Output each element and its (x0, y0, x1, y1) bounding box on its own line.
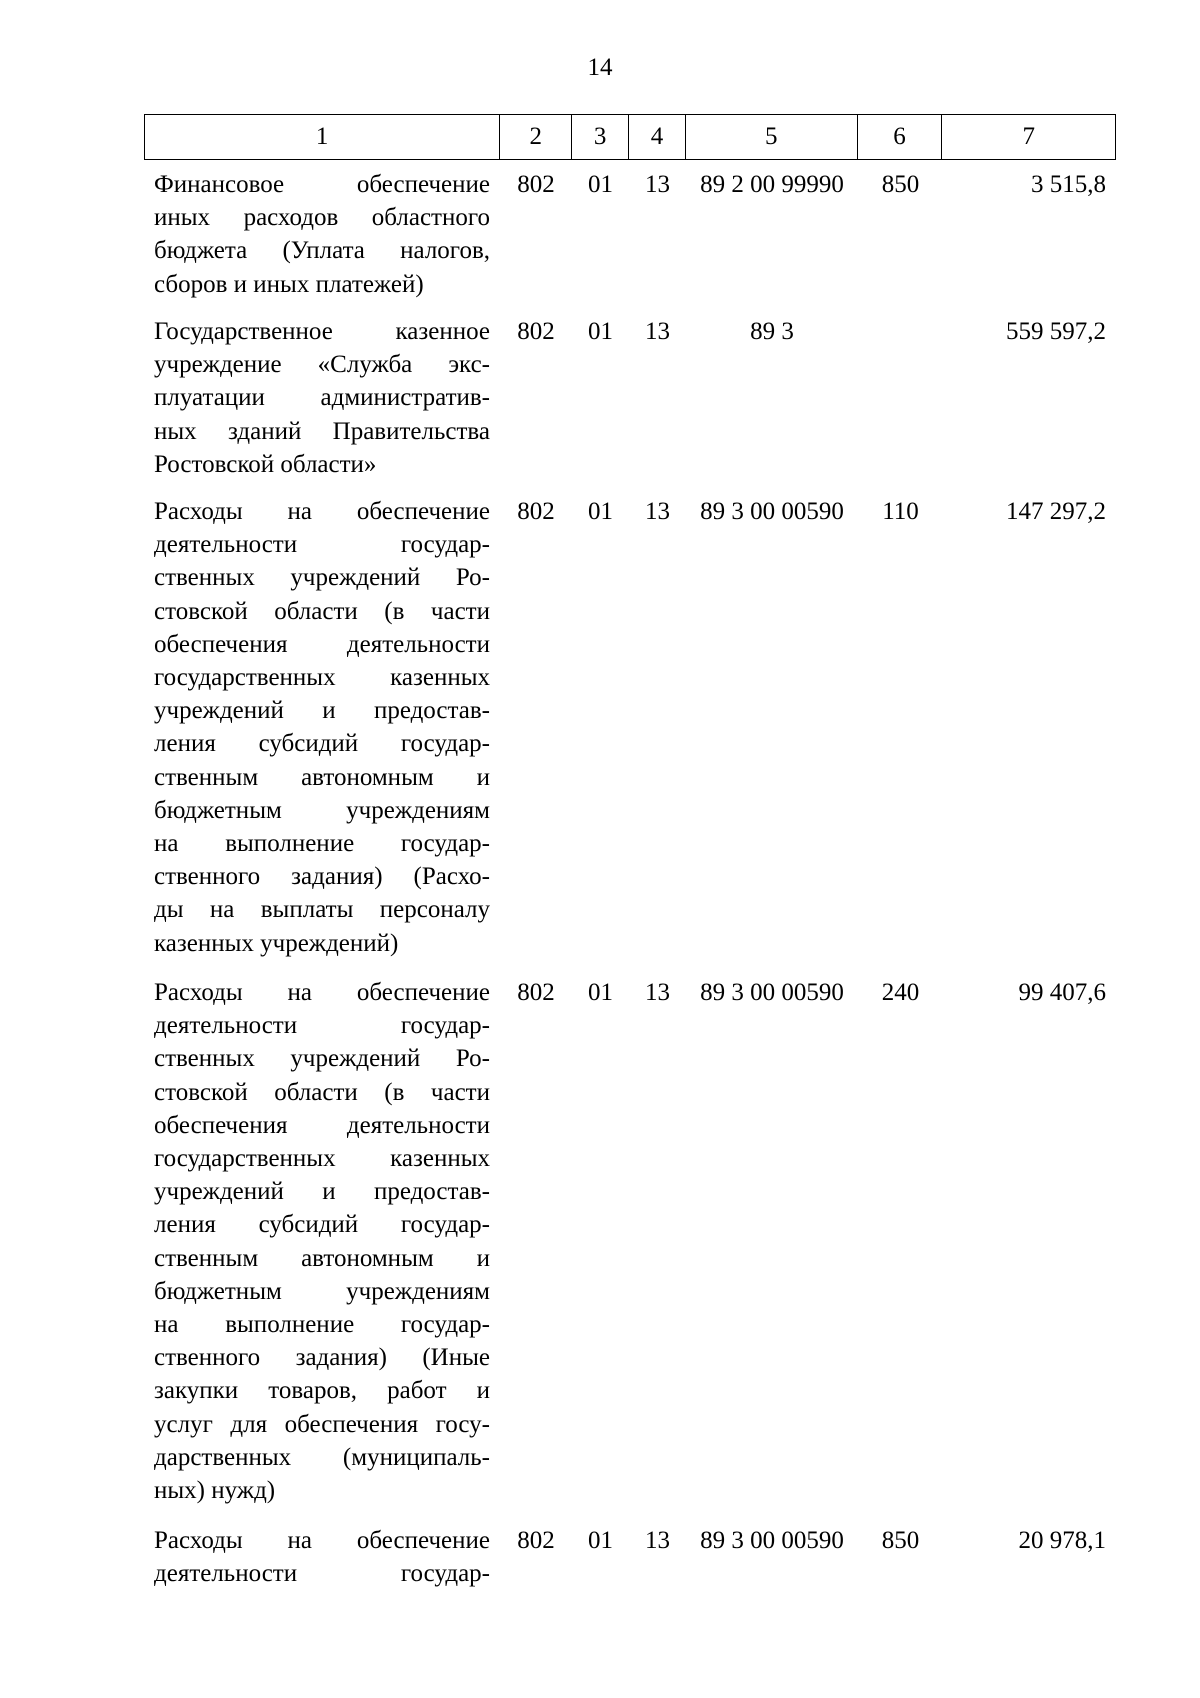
description-line: ления субсидий государ- (154, 730, 490, 758)
row-description (144, 976, 500, 1507)
header-cell-2: 2 (500, 115, 572, 159)
row-description (144, 495, 500, 960)
header-cell-7: 7 (1022, 123, 1035, 150)
subsection-code: 13 (645, 171, 670, 198)
description-line: ных зданий Правительства (154, 417, 490, 445)
grbs-code: 802 (517, 1527, 555, 1554)
table-row (144, 168, 1116, 301)
header-cell-1: 1 (145, 115, 500, 159)
table-row (144, 1524, 1116, 1590)
section-code: 01 (588, 498, 613, 525)
description-line: обеспечения деятельности (154, 1111, 490, 1139)
description-line: Расходы на обеспечение (154, 979, 490, 1006)
row-description (144, 1524, 500, 1590)
table-row (144, 976, 1116, 1507)
description-line: ления субсидий государ- (154, 1211, 490, 1239)
description-line: ственного задания) (Расхо- (154, 863, 490, 891)
description-line: учреждений и предостав- (154, 1178, 490, 1206)
description-line: ды на выплаты персоналу (154, 896, 490, 924)
description-line: дарственных (муниципаль- (154, 1443, 490, 1471)
description-line: Расходы на обеспечение (154, 1527, 490, 1554)
target-article-code: 89 3 00 00590 (700, 498, 844, 525)
expense-type-code: 850 (881, 171, 920, 198)
subsection-code: 13 (645, 1527, 670, 1554)
description-line: государственных казенных (154, 664, 490, 692)
grbs-code: 802 (517, 318, 555, 345)
table-row (144, 495, 1116, 960)
description-line: бюджетным учреждениям (154, 796, 490, 824)
description-line: деятельности государ- (154, 1560, 490, 1588)
description-line: бюджета (Уплата налогов, (154, 237, 490, 265)
expense-type-code: 240 (881, 979, 920, 1006)
section-code: 01 (588, 318, 613, 345)
expense-type-code (858, 315, 943, 481)
header-cell-3: 3 (572, 115, 629, 159)
description-line: ственным автономным и (154, 1244, 490, 1272)
expense-type-code: 850 (881, 1527, 920, 1554)
description-line: деятельности государ- (154, 531, 490, 559)
amount: 3 515,8 (1031, 171, 1106, 198)
grbs-code: 802 (517, 498, 555, 525)
description-line: Государственное казенное (154, 318, 490, 345)
description-line: казенных учреждений) (154, 929, 399, 957)
grbs-code: 802 (517, 979, 555, 1006)
table-header-row (144, 114, 1116, 160)
description-line: ственных учреждений Ро- (154, 1045, 490, 1073)
amount: 147 297,2 (1006, 498, 1106, 525)
grbs-code: 802 (517, 171, 555, 198)
row-description (144, 168, 500, 301)
description-line: стовской области (в части (154, 597, 490, 625)
description-line: ственных учреждений Ро- (154, 564, 490, 592)
section-code: 01 (588, 171, 613, 198)
description-line: ственного задания) (Иные (154, 1344, 490, 1372)
description-line: Расходы на обеспечение (154, 498, 490, 525)
subsection-code: 13 (645, 318, 670, 345)
section-code: 01 (588, 979, 613, 1006)
subsection-code: 13 (645, 979, 670, 1006)
description-line: на выполнение государ- (154, 830, 490, 858)
header-cell-6: 6 (858, 115, 943, 159)
expense-type-code: 110 (882, 498, 919, 525)
subsection-code: 13 (645, 498, 670, 525)
amount: 99 407,6 (1018, 979, 1106, 1006)
description-line: Ростовской области» (154, 450, 377, 478)
row-description (144, 315, 500, 481)
target-article-code: 89 3 00 00590 (700, 1527, 844, 1554)
amount: 559 597,2 (1006, 318, 1106, 345)
header-cell-4: 4 (629, 115, 686, 159)
description-line: сборов и иных платежей) (154, 270, 424, 298)
description-line: иных расходов областного (154, 204, 490, 232)
target-article-code: 89 3 00 00590 (700, 979, 844, 1006)
description-line: бюджетным учреждениям (154, 1277, 490, 1305)
description-line: стовской области (в части (154, 1078, 490, 1106)
description-line: Финансовое обеспечение (154, 171, 490, 198)
description-line: деятельности государ- (154, 1012, 490, 1040)
page-number: 14 (587, 54, 613, 81)
description-line: плуатации административ- (154, 384, 490, 412)
description-line: государственных казенных (154, 1145, 490, 1173)
description-line: ственным автономным и (154, 763, 490, 791)
section-code: 01 (588, 1527, 613, 1554)
description-line: закупки товаров, работ и (154, 1377, 490, 1405)
description-line: на выполнение государ- (154, 1311, 490, 1339)
description-line: ных) нужд) (154, 1477, 276, 1505)
description-line: обеспечения деятельности (154, 630, 490, 658)
description-line: учреждение «Служба экс- (154, 351, 490, 379)
description-line: услуг для обеспечения госу- (154, 1410, 490, 1438)
amount: 20 978,1 (1018, 1527, 1106, 1554)
header-cell-5: 5 (686, 115, 858, 159)
description-line: учреждений и предостав- (154, 697, 490, 725)
target-article-code: 89 2 00 99990 (700, 171, 844, 198)
table-row (144, 315, 1116, 481)
target-article-code: 89 3 (750, 318, 794, 345)
